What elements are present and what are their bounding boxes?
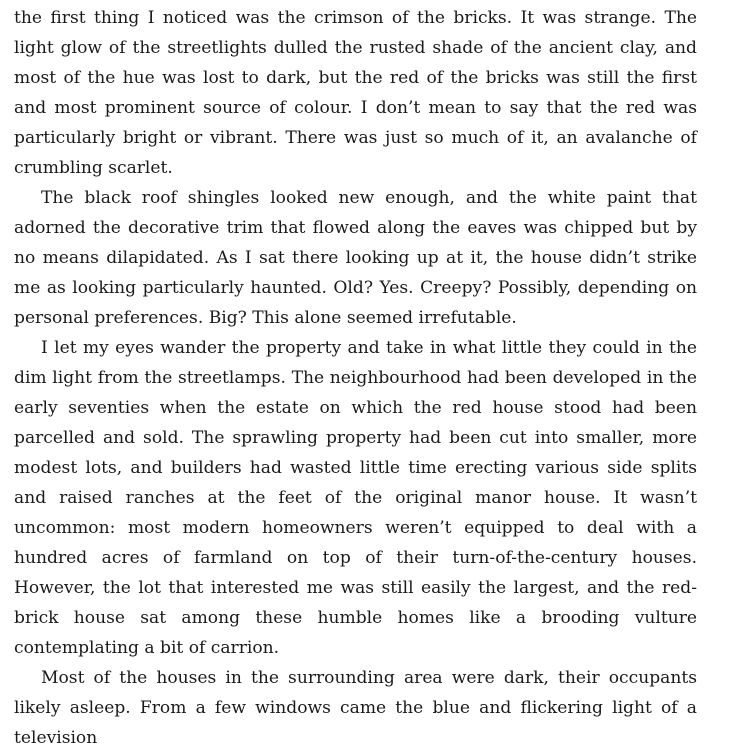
book-page-text (14, 3, 697, 753)
paragraph-property-neighbourhood: I let my eyes wander the property and take in what little they could in the dim light from the streetlamps. The neighbourhood had been developed in the early seventies when the estate on which the red house stood had been parcelled and sold. The sprawling property had been cut into smaller, more modest lots, and builders had wasted little time erecting various side splits and raised ranches at the feet of the original manor house. It wasn’t uncommon: most modern homeowners weren’t equipped to deal with a hundred acres of farmland on top of their turn-of-the-century houses. However, the lot that interested me was still easily the largest, and the red-brick house sat among these humble homes like a brooding vulture contemplating a bit of carrion. (14, 338, 697, 658)
paragraph-crimson-bricks: the first thing I noticed was the crimson of the bricks. It was strange. The light glow of the streetlights dulled the rusted shade of the ancient clay, and most of the hue was lost to dark, but the red of the bricks was still the first and most prominent source of colour. I don’t mean to say that the red was particularly bright or vibrant. There was just so much of it, an avalanche of crumbling scarlet. (14, 8, 697, 178)
paragraph-surrounding-houses: Most of the houses in the surrounding area were dark, their occupants likely asleep. From a few windows came the blue and flickering light of a television (14, 668, 697, 748)
paragraph-roof-shingles: The black roof shingles looked new enough, and the white paint that adorned the decorative trim that flowed along the eaves was chipped but by no means dilapidated. As I sat there looking up at it, the house didn’t strike me as looking particularly haunted. Old? Yes. Creepy? Possibly, depending on personal preferences. Big? This alone seemed irrefutable. (14, 188, 697, 328)
